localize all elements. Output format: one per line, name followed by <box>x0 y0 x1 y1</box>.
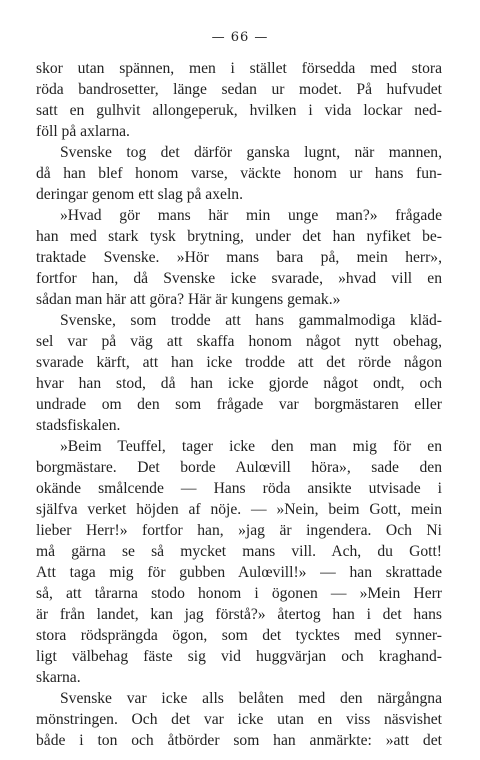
text-line: stadsfiskalen. <box>36 417 121 434</box>
text-line: deringar genom ett slag på axeln. <box>36 186 243 203</box>
text-line: traktade Svenske. »Hör mans bara på, mein herr», <box>36 249 442 266</box>
text-line: så, att tårarna stodo honom i ögonen — »Mein Herr <box>36 585 442 602</box>
paragraph <box>36 58 442 142</box>
page-number: — 66 — <box>211 30 269 45</box>
text-line: ligt välbehag fäste sig vid huggvärjan och kraghand- <box>36 648 442 665</box>
text-line: sådan man här att göra? Här är kungens gemak.» <box>36 291 341 308</box>
text-line: han med stark tysk brytning, under det han nyfiket be- <box>36 228 442 245</box>
paragraph <box>36 310 442 436</box>
text-line: lieber Herr!» fortfor han, »jag är ingendera. Och Ni <box>36 522 442 539</box>
text-line: Att taga mig för gubben Aulœvill!» — han skrattade <box>36 564 442 581</box>
text-line: »Beim Teuffel, tager icke den man mig för en <box>60 438 442 455</box>
text-line: svarade kärft, att han icke trodde att det rörde någon <box>36 354 442 371</box>
text-line: är från landet, kan jag förstå?» återtog han i det hans <box>36 606 442 623</box>
body-text <box>36 58 442 751</box>
text-line: må gärna se så mycket mans vill. Ach, du Gott! <box>36 543 442 560</box>
text-line: sel var på väg att skaffa honom något nytt obehag, <box>36 333 442 350</box>
text-line: undrade om den som frågade var borgmästaren eller <box>36 396 442 413</box>
text-line: »Hvad gör mans här min unge man?» frågade <box>60 207 442 224</box>
text-line: röda bandrosetter, länge sedan ur modet. På hufvudet <box>36 81 442 98</box>
paragraph <box>36 436 442 688</box>
text-line: skor utan spännen, men i stället försedda med stora <box>36 60 442 77</box>
paragraph <box>36 142 442 205</box>
text-line: satt en gulhvit allongeperuk, hvilken i vida lockar ned- <box>36 102 442 119</box>
text-line: skarna. <box>36 669 81 686</box>
text-line: själfva verket höjden af nöje. — »Nein, beim Gott, mein <box>36 501 442 518</box>
text-line: då han blef honom varse, väckte honom ur hans fun- <box>36 165 442 182</box>
text-line: fortfor han, då Svenske icke svarade, »hvad vill en <box>36 270 442 287</box>
text-line: mönstringen. Och det var icke utan en viss näsvishet <box>36 711 442 728</box>
text-line: hvar han stod, då han icke gjorde något ondt, och <box>36 375 442 392</box>
text-line: både i ton och åtbörder som han anmärkte: »att det <box>36 732 442 749</box>
text-line: föll på axlarna. <box>36 123 130 140</box>
text-line: Svenske tog det därför ganska lugnt, när mannen, <box>60 144 442 161</box>
paragraph <box>36 205 442 310</box>
paragraph <box>36 688 442 751</box>
text-line: borgmästare. Det borde Aulœvill höra», sade den <box>36 459 442 476</box>
text-line: stora rödsprängda ögon, som det tycktes med synner- <box>36 627 442 644</box>
text-line: okände smålcende — Hans röda ansikte utvisade i <box>36 480 442 497</box>
text-line: Svenske, som trodde att hans gammalmodiga kläd- <box>60 312 442 329</box>
text-line: Svenske var icke alls belåten med den närgångna <box>60 690 442 707</box>
